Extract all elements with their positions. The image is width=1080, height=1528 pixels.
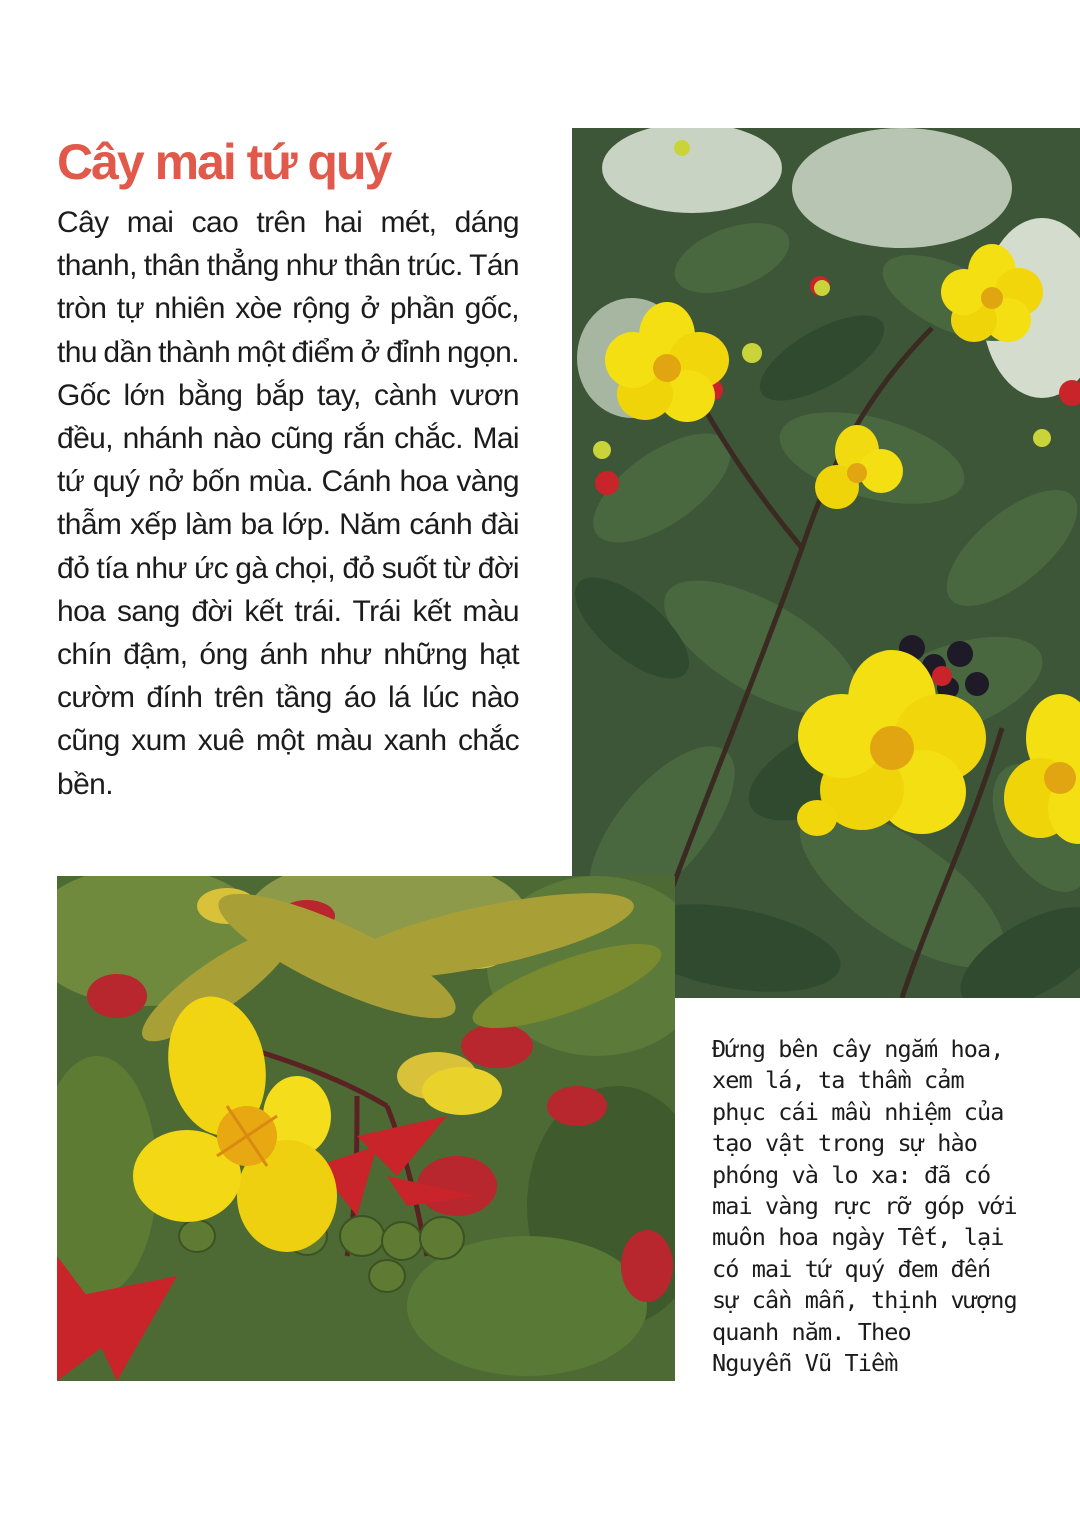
photo-mai-red-sepals-fruits bbox=[57, 876, 675, 1381]
article-body: Cây mai cao trên hai mét, dáng thanh, thân thẳng như thân trúc. Tán tròn tự nhiên xòe rộng ở phần gốc, thu dần thành một điểm ở đỉnh ngọn. Gốc lớn bằng bắp tay, cành vươn đều, nhánh nào cũng rắn chắc. Mai tứ quý nở bốn mùa. Cánh hoa vàng thẫm xếp làm ba lớp. Năm cánh đài đỏ tía như ức gà chọi, đỏ suốt từ đời hoa sang đời kết trái. Trái kết màu chín đậm, óng ánh như những hạt cườm đính trên tầng áo lá lúc nào cũng xum xuê một màu xanh chắc bền. bbox=[57, 206, 519, 801]
photo-yellow-mai-flowers bbox=[572, 128, 1080, 998]
article-title: Cây mai tứ quý bbox=[57, 134, 391, 190]
side-quote-text: Đứng bên cây ngắm hoa, xem lá, ta thầm cảm phục cái mầu nhiệm của tạo vật trong sự hào phóng và lo xa: đã có mai vàng rực rỡ góp với muôn hoa ngày Tết, lại có mai tứ quý đem đến sự cần mẫn, thịnh vượng quanh năm. Theo Nguyễn Vũ Tiềm bbox=[712, 1035, 1017, 1378]
